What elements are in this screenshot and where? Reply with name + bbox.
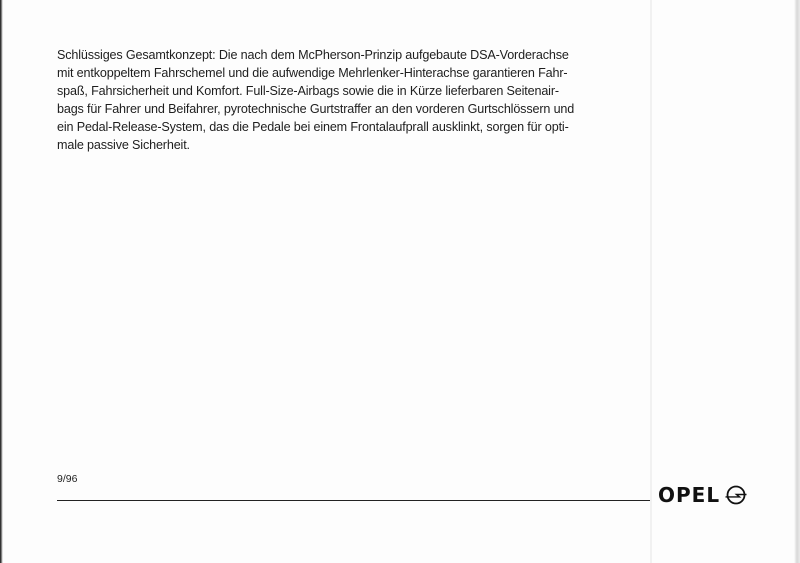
body-paragraph: Schlüssiges Gesamtkonzept: Die nach dem McPherson-Prinzip aufgebaute DSA-Vorderachse mit entkoppeltem Fahrschemel und die aufwendige Mehrlenker-Hinterachse garantieren Fahr- spaß, Fahrsicherheit und Komfort. Full-Size-Airbags sowie die in Kürze lieferbaren Seitenair- bags für Fahrer und Beifahrer, pyrotechnische Gurtstraffer an den vorderen Gurtschlössern und ein Pedal-Release-System, das die Pedale bei einem Frontalaufprall ausklinkt, sorgen für opti- male passive Sicherheit. <box>57 48 575 152</box>
opel-logo <box>658 483 747 507</box>
page-fold <box>650 0 652 563</box>
scan-edge-left <box>0 0 3 563</box>
opel-blitz-icon <box>725 484 747 506</box>
date-code: 9/96 <box>57 473 78 485</box>
footer-rule <box>57 500 650 501</box>
brand-wordmark: OPEL <box>658 483 721 507</box>
scan-edge-right <box>794 0 800 563</box>
